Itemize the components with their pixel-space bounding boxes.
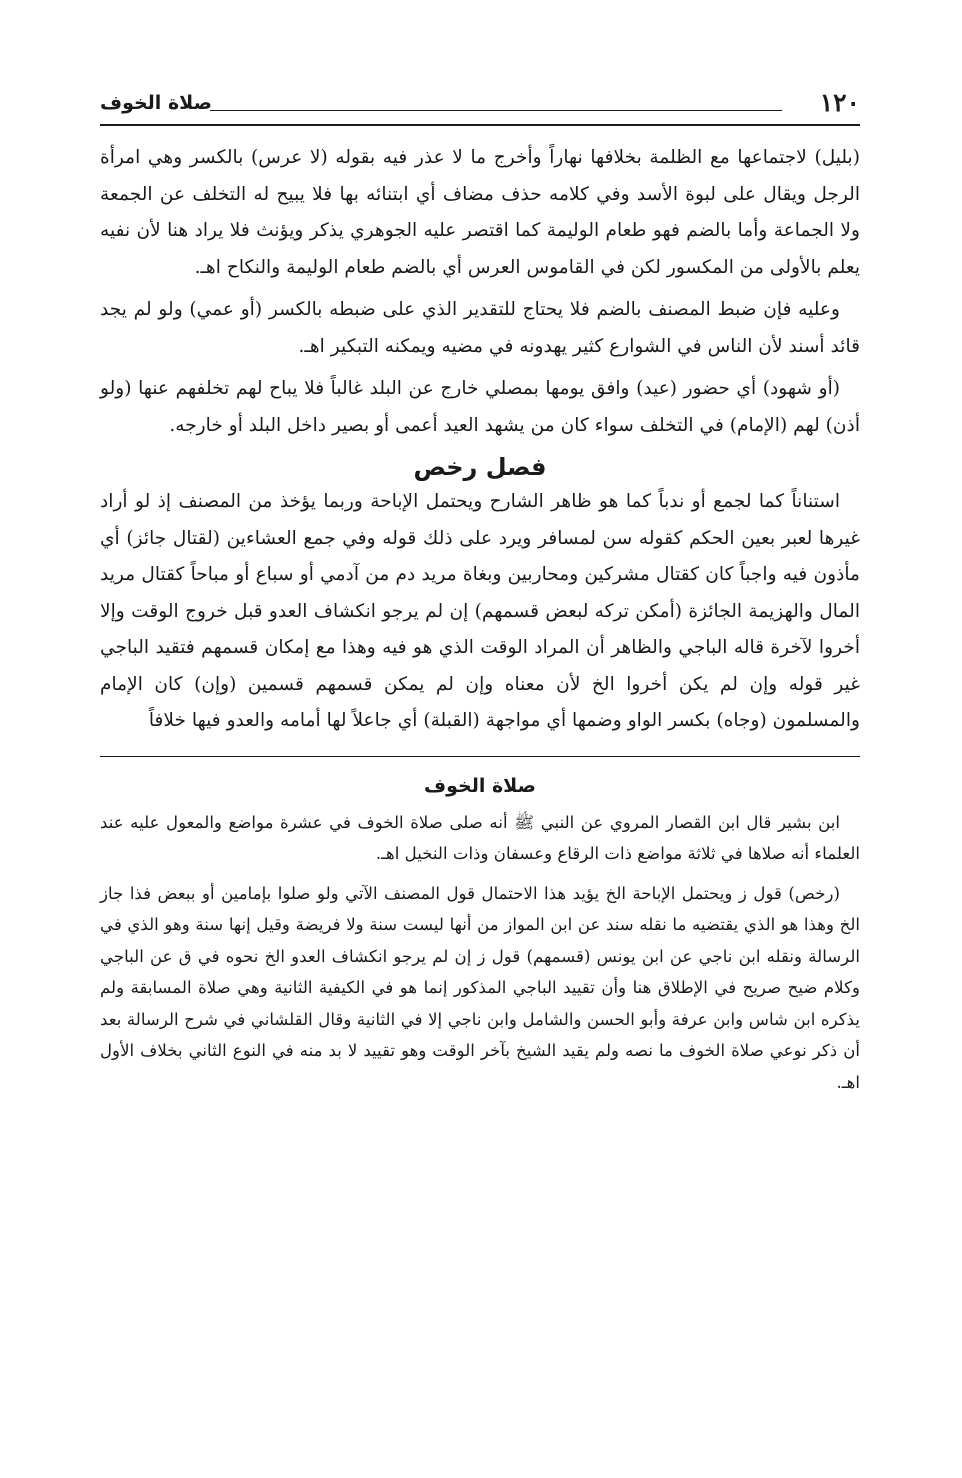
page-number: ١٢٠ (819, 88, 860, 117)
paragraph-ama: وعليه فإن ضبط المصنف بالضم فلا يحتاج للتقدير الذي على ضبطه بالكسر (أو عمي) ولو لم يجد قائد أسند لأن الناس في الشوارع كثير يهدونه في مضيه ويمكنه التبكير اهـ. (100, 299, 860, 357)
header-rule (210, 110, 782, 111)
paragraph-bilayl: (بليل) لاجتماعها مع الظلمة بخلافها نهاراً وأخرج ما لا عذر فيه بقوله (لا عرس) بالكسر وهي امرأة الرجل ويقال على لبوة الأسد وفي كلامه حذف مضاف أي ابتنائه بها فلا يبيح له التخلف عن الجمعة ولا الجماعة وأما بالضم فهو طعام الوليمة كما اقتصر عليه الجوهري يذكر ويؤنث فلا يراد هنا لأن نفيه يعلم بالأولى من المكسور لكن في القاموس العرس أي بالضم طعام الوليمة والنكاح اهـ. (100, 147, 860, 278)
footnote-paragraph: ابن بشير قال ابن القصار المروي عن النبي ﷺ أنه صلى صلاة الخوف في عشرة مواضع والمعول عليه عند العلماء أنه صلاها في ثلاثة مواضع ذات الرقاع وعسفان وذات النخيل اهـ. (100, 812, 860, 863)
footnotes (100, 771, 860, 1099)
footnote-heading: صلاة الخوف (424, 774, 536, 797)
book-page (100, 86, 860, 1106)
main-text (100, 140, 860, 740)
running-title: صلاة الخوف (100, 92, 212, 114)
page-header (100, 86, 860, 126)
paragraph-shuhud: (أو شهود) أي حضور (عيد) وافق يومها بمصلي خارج عن البلد غالباً فلا يباح لهم تخلفهم عنها (ولو أذن) لهم (الإمام) في التخلف سواء كان من يشهد العيد أعمى أو بصير داخل البلد أو خارجه. (100, 378, 860, 436)
paragraph-rukhas: استناناً كما لجمع أو ندباً كما هو ظاهر الشارح ويحتمل الإباحة وربما يؤخذ من المصنف إذ لو أراد غيرها لعبر بعين الحكم كقوله سن لمسافر ويرد على ذلك قوله وفي جمع العشاءين (لقتال جائز) أي مأذون فيه واجباً كان كقتال مشركين ومحاربين وبغاة مريد دم من آدمي أو سباع أو مباحاً كقتال مريد المال والهزيمة الجائزة (أمكن تركه لبعض قسمهم) إن لم يرجو انكشاف العدو قبل خروج الوقت وإلا أخروا لآخرة قاله الباجي والظاهر أن المراد الوقت الذي هو فيه وهذا مع إمكان قسمهم فتقيد الباجي غير قوله وإن لم يكن أخروا الخ لأن معناه وإن لم يمكن قسمهم قسمين (وإن) كان الإمام والمسلمون (وجاه) بكسر الواو وضمها أي مواجهة (القبلة) أي جاعلاً لها أمامه والعدو فيها خلافاً (100, 491, 860, 731)
section-heading: فصل رخص (413, 453, 547, 481)
footnote-paragraph: (رخص) قول ز ويحتمل الإباحة الخ يؤيد هذا الاحتمال قول المصنف الآتي ولو صلوا بإمامين أو ببعض فذا جاز الخ وهذا هو الذي يقتضيه ما نقله سند عن ابن المواز من أنها ليست سنة ولا فريضة وقيل إنها سنة وهو الذي في الرسالة ونقله ابن ناجي عن ابن يونس (قسمهم) قول ز إن لم يرجو انكشاف العدو الخ نحوه في ق عن الباجي وكلام ضيح صريح في الإطلاق هنا وأن تقييد الباجي المذكور إنما هو في الكيفية الثانية وهي صلاة المسابقة ولم يذكره ابن شاس وابن عرفة وأبو الحسن والشامل وابن ناجي إلا في الثانية وقال القلشاني في شرح الرسالة بعد أن ذكر نوعي صلاة الخوف ما نصه ولم يقيد الشيخ بآخر الوقت وهو تقييد لا بد منه في النوع الثاني بخلاف الأول اهـ. (100, 883, 860, 1092)
footnote-divider (100, 756, 860, 757)
